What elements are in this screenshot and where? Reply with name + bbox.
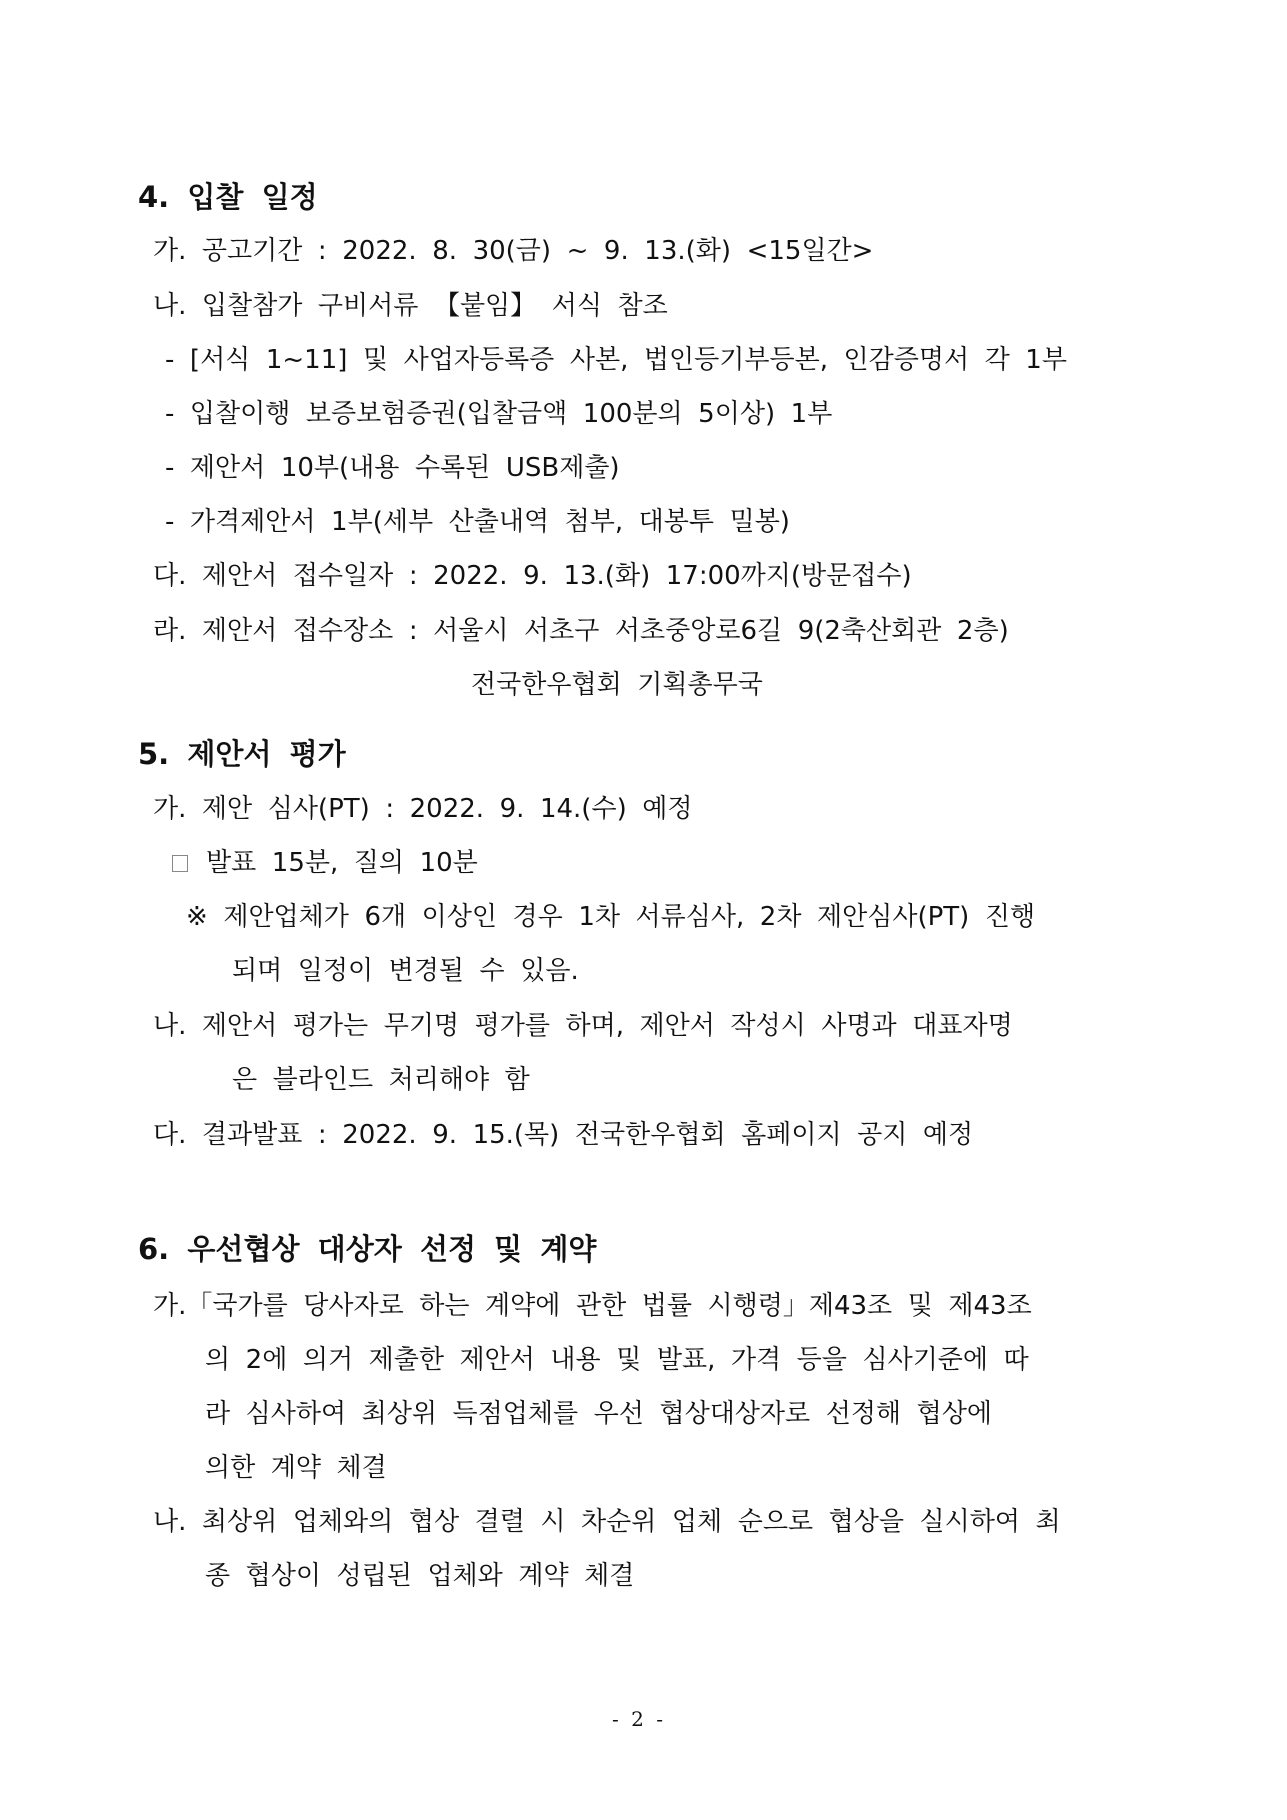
section-5-heading: 5. 제안서 평가 <box>138 737 346 771</box>
section-5-note: ※ 제안업체가 6개 이상인 경우 1차 서류심사, 2차 제안심사(PT) 진행 <box>186 902 1036 932</box>
section-6-item-ga-continuation: 의한 계약 체결 <box>205 1453 387 1483</box>
section-6-item-ga-continuation: 라 심사하여 최상위 득점업체를 우선 협상대상자로 선정해 협상에 <box>205 1399 992 1429</box>
section-4-item-da: 다. 제안서 접수일자 : 2022. 9. 13.(화) 17:00까지(방문접수) <box>153 561 912 591</box>
section-6-item-na-continuation: 종 협상이 성립된 업체와 계약 체결 <box>205 1561 635 1591</box>
section-4-item-ra-continuation: 전국한우협회 기획총무국 <box>471 670 763 700</box>
document-list-item: - [서식 1~11] 및 사업자등록증 사본, 법인등기부등본, 인감증명서 각 1부 <box>165 345 1067 375</box>
sub-item-text: 발표 15분, 질의 10분 <box>206 848 478 878</box>
document-list-item: - 입찰이행 보증보험증권(입찰금액 100분의 5이상) 1부 <box>165 399 833 429</box>
document-list-item: - 가격제안서 1부(세부 산출내역 첨부, 대봉투 밀봉) <box>165 507 790 537</box>
section-5-item-na-continuation: 은 블라인드 처리해야 함 <box>232 1065 530 1095</box>
section-6-heading: 6. 우선협상 대상자 선정 및 계약 <box>138 1232 597 1266</box>
checkbox-icon <box>172 855 188 872</box>
section-4-item-ra: 라. 제안서 접수장소 : 서울시 서초구 서초중앙로6길 9(2축산회관 2층) <box>153 616 1009 646</box>
section-5-item-da: 다. 결과발표 : 2022. 9. 15.(목) 전국한우협회 홈페이지 공지 예정 <box>153 1120 974 1150</box>
section-5-note-continuation: 되며 일정이 변경될 수 있음. <box>232 956 579 986</box>
section-5-item-ga: 가. 제안 심사(PT) : 2022. 9. 14.(수) 예정 <box>153 794 693 824</box>
document-list-item: - 제안서 10부(내용 수록된 USB제출) <box>165 453 620 483</box>
section-5-item-na: 나. 제안서 평가는 무기명 평가를 하며, 제안서 작성시 사명과 대표자명 <box>153 1011 1013 1041</box>
section-6-item-na: 나. 최상위 업체와의 협상 결렬 시 차순위 업체 순으로 협상을 실시하여 최 <box>153 1507 1061 1537</box>
section-6-item-ga: 가.「국가를 당사자로 하는 계약에 관한 법률 시행령」제43조 및 제43조 <box>153 1291 1032 1321</box>
section-6-item-ga-continuation: 의 2에 의거 제출한 제안서 내용 및 발표, 가격 등을 심사기준에 따 <box>205 1345 1029 1375</box>
section-4-heading: 4. 입찰 일정 <box>138 180 318 214</box>
section-4-item-na: 나. 입찰참가 구비서류 【붙임】 서식 참조 <box>153 291 668 321</box>
section-4-item-ga: 가. 공고기간 : 2022. 8. 30(금) ~ 9. 13.(화) <15일간> <box>153 236 874 266</box>
page-number: - 2 - <box>612 1707 663 1731</box>
section-5-sub-item <box>172 848 478 879</box>
